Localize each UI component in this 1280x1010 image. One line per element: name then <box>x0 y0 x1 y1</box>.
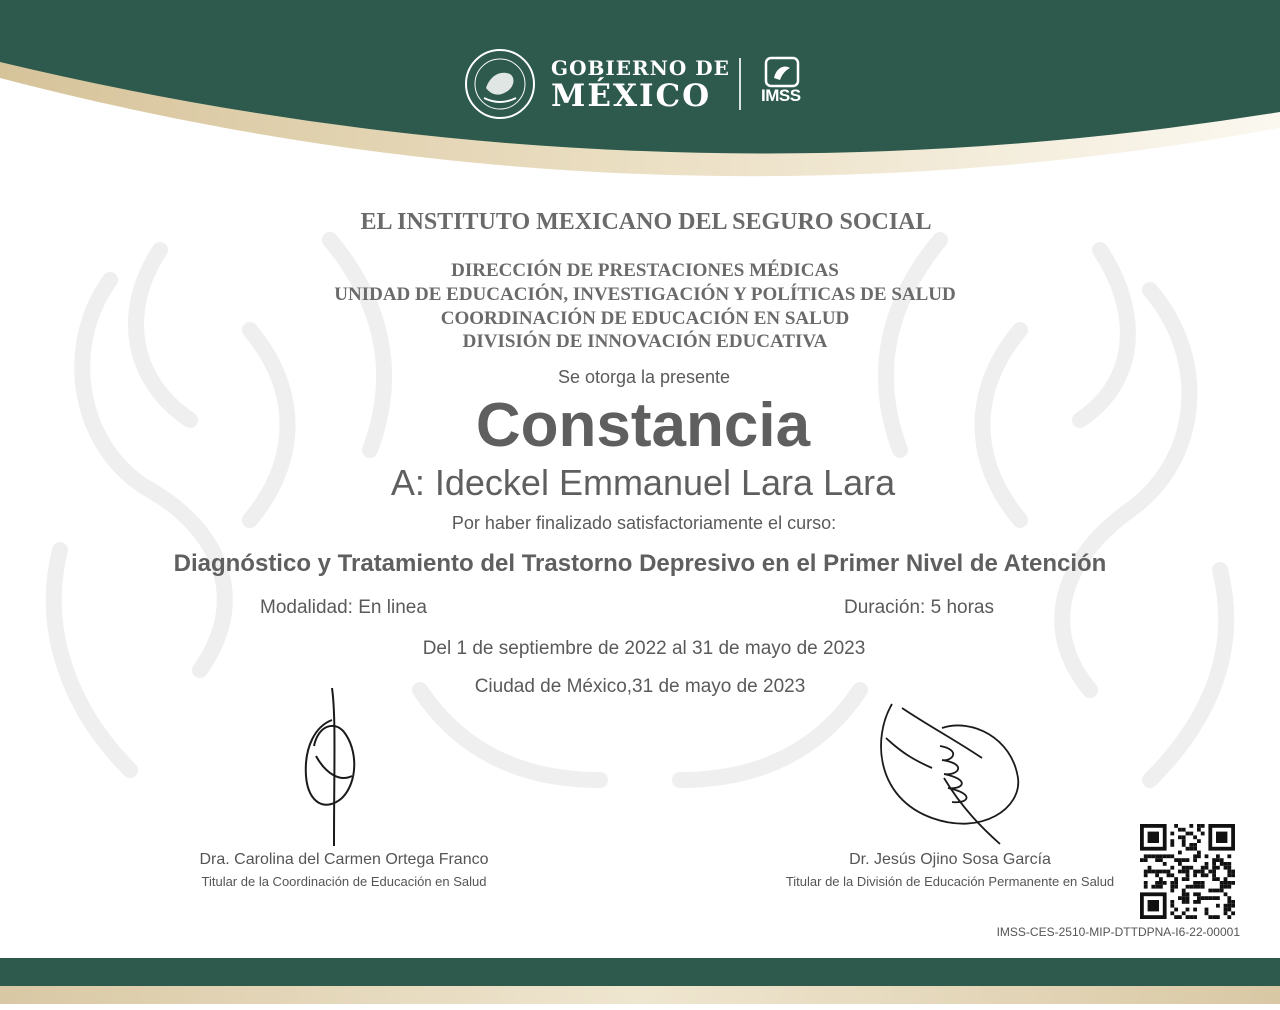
course-period: Del 1 de septiembre de 2022 al 31 de mayo de 2023 <box>422 638 866 659</box>
signer-name: Dr. Jesús Ojino Sosa García <box>849 851 1051 868</box>
place-date: Ciudad de México,31 de mayo de 2023 <box>474 676 806 697</box>
signer-title: Titular de la Coordinación de Educación en Salud <box>201 874 487 889</box>
duration: Duración: 5 horas <box>844 597 994 618</box>
department-line: COORDINACIÓN DE EDUCACIÓN EN SALUD <box>440 308 850 329</box>
department-line: DIVISIÓN DE INNOVACIÓN EDUCATIVA <box>462 331 828 352</box>
recipient-name: A: Ideckel Emmanuel Lara Lara <box>390 462 896 503</box>
logo-separator <box>739 58 741 110</box>
certificate-title: Constancia <box>475 391 811 460</box>
background-ornament <box>0 130 1280 950</box>
imss-wordmark: IMSS <box>761 86 801 105</box>
document-code: IMSS-CES-2510-MIP-DTTDPNA-I6-22-00001 <box>996 925 1240 939</box>
footer-band <box>0 958 1280 986</box>
department-line: UNIDAD DE EDUCACIÓN, INVESTIGACIÓN Y POLÍTICAS DE SALUD <box>334 284 956 305</box>
signer-title: Titular de la División de Educación Permanente en Salud <box>785 874 1115 889</box>
modality: Modalidad: En linea <box>260 597 427 618</box>
footer-edge <box>0 1004 1280 1010</box>
header-logos <box>462 48 812 120</box>
granted-text: Se otorga la presente <box>557 367 731 387</box>
mexican-coat-of-arms-seal-icon <box>462 48 538 124</box>
department-line: DIRECCIÓN DE PRESTACIONES MÉDICAS <box>451 260 839 281</box>
signer-name: Dra. Carolina del Carmen Ortega Franco <box>199 851 489 868</box>
signature-image <box>872 698 1022 848</box>
gov-line-2: MÉXICO <box>551 78 712 114</box>
signature-image <box>296 686 366 851</box>
imss-eagle-logo-icon <box>762 56 802 88</box>
gov-line-1: GOBIERNO DE <box>551 56 730 80</box>
course-name: Diagnóstico y Tratamiento del Trastorno Depresivo en el Primer Nivel de Atención <box>173 550 1107 577</box>
institution-heading: EL INSTITUTO MEXICANO DEL SEGURO SOCIAL <box>360 209 932 235</box>
qr-code-icon <box>1140 824 1235 919</box>
completion-text: Por haber finalizado satisfactoriamente el curso: <box>451 513 837 533</box>
